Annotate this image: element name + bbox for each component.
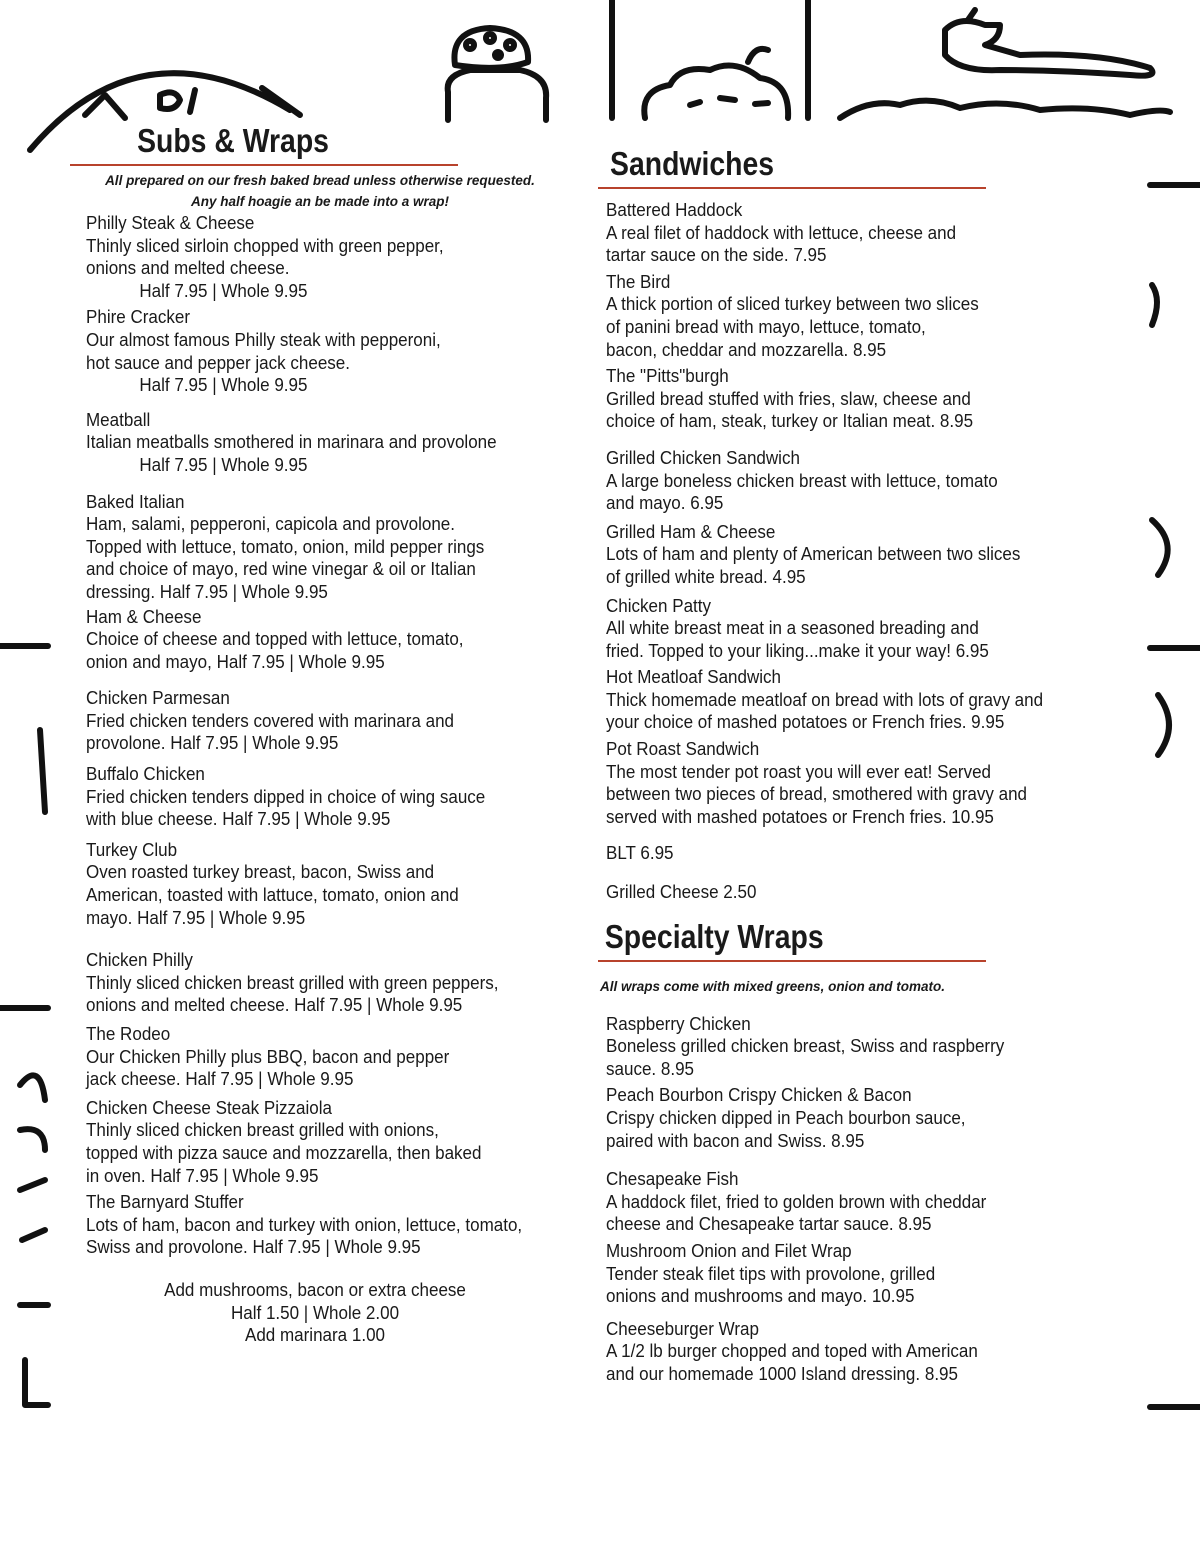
- menu-item-name: Mushroom Onion and Filet Wrap: [606, 1239, 852, 1261]
- wraps-rule: [598, 960, 986, 962]
- subs-note-line: Any half hoagie an be made into a wrap!: [190, 194, 450, 209]
- subs-wraps-title: Subs & Wraps: [137, 122, 329, 159]
- menu-item: [606, 447, 1095, 515]
- menu-item-name: Cheeseburger Wrap: [606, 1317, 759, 1339]
- menu-item-name: Grilled Cheese 2.50: [606, 881, 757, 903]
- subs-note-line: All prepared on our fresh baked bread unless otherwise requested.: [105, 173, 535, 188]
- menu-item-name: Turkey Club: [86, 838, 178, 860]
- menu-item-name: Philly Steak & Cheese: [86, 212, 255, 233]
- menu-item-description: A real filet of haddock with lettuce, cheese and tartar sauce on the side. 7.95: [606, 221, 957, 266]
- addons-block: [126, 1279, 503, 1347]
- menu-item: [606, 1318, 1095, 1386]
- menu-item-name: Pot Roast Sandwich: [606, 738, 760, 760]
- menu-item: [606, 842, 1095, 865]
- menu-item-description: Tender steak filet tips with provolone, grilled onions and mushrooms and mayo. 10.95: [606, 1262, 936, 1307]
- addon-line: Add marinara 1.00: [244, 1324, 386, 1346]
- subs-wraps-rule: [70, 164, 458, 166]
- menu-item: [86, 839, 550, 929]
- menu-item-name: BLT 6.95: [606, 842, 674, 864]
- sandwiches-title: Sandwiches: [610, 145, 775, 182]
- menu-item: [86, 212, 550, 302]
- menu-item: [606, 365, 1095, 433]
- menu-item: [606, 1240, 1095, 1308]
- menu-item-name: Raspberry Chicken: [606, 1012, 751, 1034]
- menu-item: [606, 738, 1095, 828]
- menu-item-description: Thick homemade meatloaf on bread with lots of gravy and your choice of mashed potatoes or French fries. 9.95: [606, 688, 1044, 733]
- menu-item-description: A haddock filet, fried to golden brown with cheddar cheese and Chesapeake tartar sauce. 8.95: [606, 1190, 987, 1235]
- menu-item-name: The Barnyard Stuffer: [86, 1191, 244, 1213]
- menu-item-description: Our almost famous Philly steak with pepperoni, hot sauce and pepper jack cheese.: [86, 328, 441, 373]
- menu-item: [86, 1097, 550, 1187]
- menu-item: [606, 199, 1095, 267]
- menu-item-description: A thick portion of sliced turkey between two slices of panini bread with mayo, lettuce, tomato, bacon, cheddar and mozzarella. 8.95: [606, 293, 979, 360]
- sandwiches-rule: [598, 187, 986, 189]
- menu-item: [86, 306, 550, 396]
- menu-item-name: The Rodeo: [86, 1023, 171, 1044]
- menu-item-description: Lots of ham and plenty of American between two slices of grilled white bread. 4.95: [606, 543, 1021, 587]
- menu-item-name: Meatball: [86, 408, 151, 430]
- menu-item: [606, 521, 1095, 589]
- menu-item: [86, 1191, 550, 1259]
- subs-item-list: [70, 212, 590, 1259]
- menu-item: [86, 763, 550, 831]
- menu-item-description: Thinly sliced sirloin chopped with green pepper, onions and melted cheese.: [86, 234, 444, 279]
- menu-item: [606, 271, 1095, 361]
- spatula-doodle-icon: [945, 21, 1153, 76]
- menu-item-name: Grilled Chicken Sandwich: [606, 446, 800, 468]
- menu-item: [606, 595, 1095, 663]
- menu-item-name: Chesapeake Fish: [606, 1168, 739, 1190]
- menu-item-name: Peach Bourbon Crispy Chicken & Bacon: [606, 1084, 912, 1106]
- menu-item-name: Buffalo Chicken: [86, 763, 205, 785]
- subs-wraps-section: [70, 122, 590, 1347]
- menu-item-description: Oven roasted turkey breast, bacon, Swiss and American, toasted with lattuce, tomato, onion and mayo. Half 7.95 | Whole 9.95: [86, 861, 459, 928]
- menu-item: [86, 491, 550, 604]
- menu-item-name: Battered Haddock: [606, 199, 743, 220]
- subs-note: [70, 170, 570, 212]
- menu-item: [606, 881, 1095, 904]
- menu-item-name: Chicken Philly: [86, 949, 193, 971]
- menu-item: [86, 949, 550, 1017]
- menu-item-price: Half 7.95 | Whole 9.95: [139, 453, 308, 475]
- menu-item-name: Chicken Cheese Steak Pizzaiola: [86, 1096, 332, 1118]
- menu-item-description: Boneless grilled chicken breast, Swiss and raspberry sauce. 8.95: [606, 1035, 1005, 1079]
- menu-item: [606, 1013, 1095, 1081]
- food-doodle-icon: [644, 66, 788, 119]
- menu-item-name: Grilled Ham & Cheese: [606, 520, 776, 542]
- menu-item: [606, 1084, 1095, 1152]
- menu-item-description: Our Chicken Philly plus BBQ, bacon and pepper jack cheese. Half 7.95 | Whole 9.95: [86, 1045, 450, 1090]
- menu-item-description: A large boneless chicken breast with lettuce, tomato and mayo. 6.95: [606, 469, 998, 514]
- menu-item-description: Fried chicken tenders covered with marinara and provolone. Half 7.95 | Whole 9.95: [86, 709, 454, 754]
- menu-item-description: Ham, salami, pepperoni, capicola and provolone. Topped with lettuce, tomato, onion, mild pepper rings and choice of mayo, red wine vinegar & oil or Italian dressing. Half 7.95 | Whole 9.95: [86, 513, 485, 602]
- menu-item: [86, 606, 550, 674]
- menu-item-description: Fried chicken tenders dipped in choice of wing sauce with blue cheese. Half 7.95 | Whole 9.95: [86, 785, 486, 830]
- menu-item-name: Chicken Patty: [606, 594, 712, 616]
- menu-item-name: The "Pitts"burgh: [606, 365, 729, 387]
- menu-item-description: A 1/2 lb burger chopped and toped with American and our homemade 1000 Island dressing. 8.95: [606, 1340, 978, 1384]
- menu-item-description: Choice of cheese and topped with lettuce, tomato, onion and mayo, Half 7.95 | Whole 9.95: [86, 628, 464, 672]
- wraps-title: Specialty Wraps: [604, 917, 824, 955]
- menu-item: [606, 1168, 1095, 1236]
- menu-item: [86, 409, 550, 477]
- menu-item-price: Half 7.95 | Whole 9.95: [139, 279, 308, 301]
- menu-item-description: Thinly sliced chicken breast grilled with green peppers, onions and melted cheese. Half 7.95 | Whole 9.95: [86, 971, 499, 1016]
- menu-item: [86, 1023, 550, 1091]
- menu-item-description: Grilled bread stuffed with fries, slaw, cheese and choice of ham, steak, turkey or Italian meat. 8.95: [606, 387, 974, 432]
- menu-item-price: Half 7.95 | Whole 9.95: [139, 374, 308, 396]
- menu-item-description: Crispy chicken dipped in Peach bourbon sauce, paired with bacon and Swiss. 8.95: [606, 1107, 966, 1151]
- menu-item-description: Lots of ham, bacon and turkey with onion, lettuce, tomato, Swiss and provolone. Half 7.95 | Whole 9.95: [86, 1213, 523, 1258]
- menu-item-name: The Bird: [606, 270, 671, 292]
- menu-item-name: Hot Meatloaf Sandwich: [606, 666, 782, 688]
- wraps-item-list: [598, 1013, 1138, 1386]
- menu-item: [606, 666, 1095, 734]
- menu-item-name: Chicken Parmesan: [86, 687, 230, 709]
- menu-item-description: All white breast meat in a seasoned breading and fried. Topped to your liking...make it your way! 6.95: [606, 617, 989, 661]
- menu-item-description: The most tender pot roast you will ever eat! Served between two pieces of bread, smothered with gravy and served with mashed potatoes or French fries. 10.95: [606, 760, 1028, 827]
- sandwiches-item-list: [598, 199, 1138, 904]
- menu-item-description: Italian meatballs smothered in marinara and provolone: [86, 431, 497, 453]
- menu-item-description: Thinly sliced chicken breast grilled with onions, topped with pizza sauce and mozzarella, then baked in oven. Half 7.95 | Whole 9.95: [86, 1119, 482, 1186]
- menu-item-name: Phire Cracker: [86, 306, 191, 328]
- addon-line: Half 1.50 | Whole 2.00: [230, 1301, 400, 1323]
- addon-line: Add mushrooms, bacon or extra cheese: [164, 1278, 466, 1300]
- menu-item-name: Ham & Cheese: [86, 605, 202, 627]
- wraps-note: All wraps come with mixed greens, onion and tomato.: [600, 978, 946, 994]
- menu-item: [86, 687, 550, 755]
- shaker-doodle-icon: [448, 70, 546, 120]
- right-column: [598, 145, 1138, 1386]
- menu-item-name: Baked Italian: [86, 490, 185, 512]
